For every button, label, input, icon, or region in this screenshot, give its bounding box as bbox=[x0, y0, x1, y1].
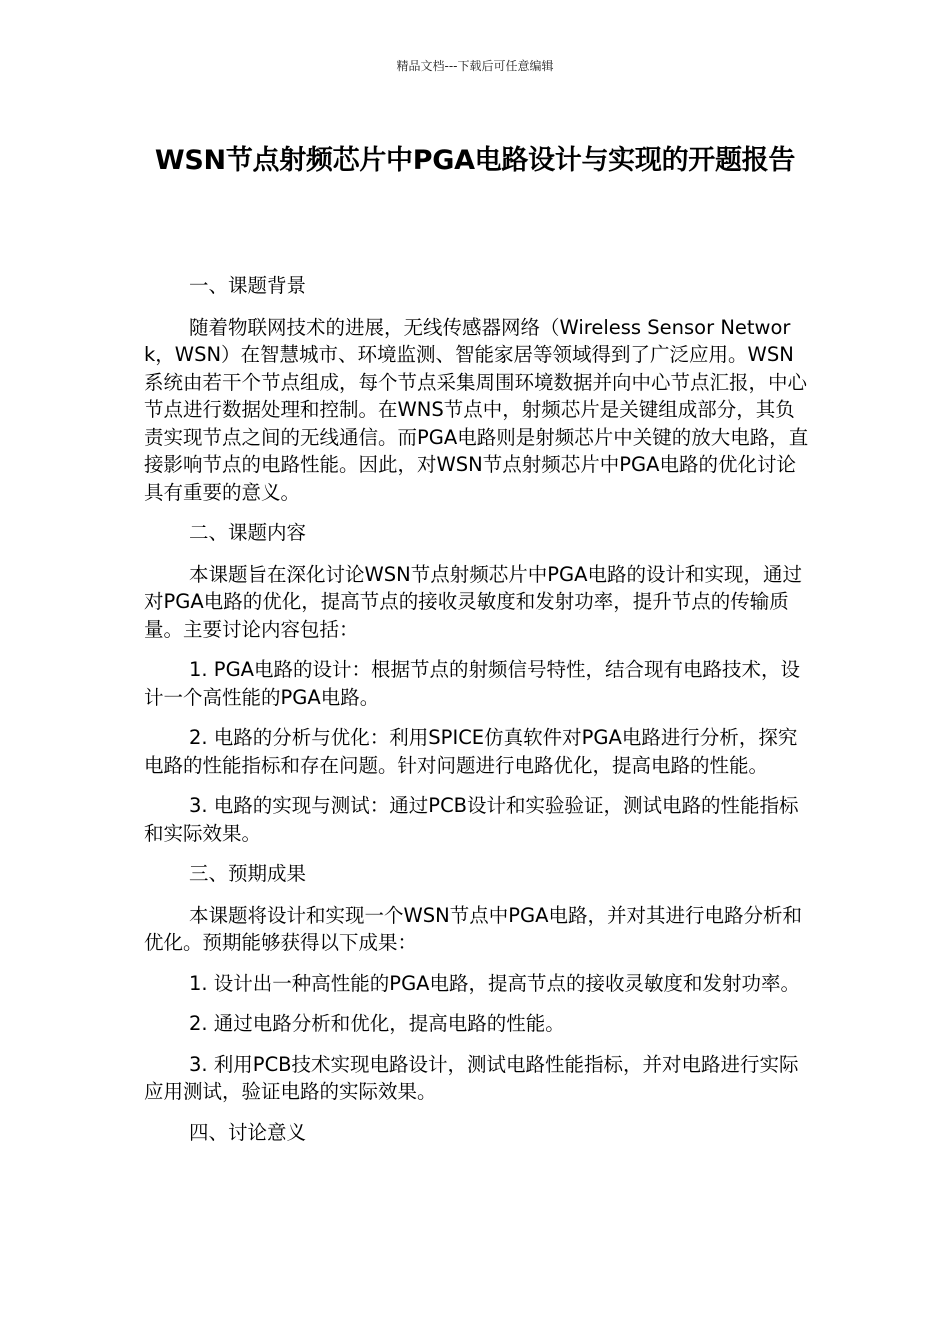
section-heading-results: 三、预期成果 bbox=[189, 862, 307, 885]
list-item-content-1: 1. PGA电路的设计：根据节点的射频信号特性，结合现有电路技术，设计一个高性能的PGA电路。 bbox=[144, 658, 801, 709]
section-heading-content: 二、课题内容 bbox=[189, 521, 307, 544]
header-note: 精品文档---下载后可任意编辑 bbox=[396, 59, 554, 73]
section-heading-background: 一、课题背景 bbox=[189, 274, 307, 297]
paragraph-background: 随着物联网技术的进展，无线传感器网络（Wireless Sensor Network，WSN）在智慧城市、环境监测、智能家居等领域得到了广泛应用。WSN系统由若干个节点组成，每个节点采集周围环境数据并向中心节点汇报，中心节点进行数据处理和控制。在WNS节点中，射频芯片是关键组成部分，其负责实现节点之间的无线通信。而PGA电路则是射频芯片中关键的放大电路，直接影响节点的电路性能。因此，对WSN节点射频芯片中PGA电路的优化讨论具有重要的意义。 bbox=[144, 315, 809, 504]
document-body bbox=[144, 272, 812, 1160]
paragraph-results-intro: 本课题将设计和实现一个WSN节点中PGA电路，并对其进行电路分析和优化。预期能够获得以下成果： bbox=[144, 903, 802, 954]
document-title: WSN节点射频芯片中PGA电路设计与实现的开题报告 bbox=[154, 145, 796, 176]
list-item-results-2: 2. 通过电路分析和优化，提高电路的性能。 bbox=[189, 1012, 565, 1035]
list-item-content-2: 2. 电路的分析与优化：利用SPICE仿真软件对PGA电路进行分析，探究电路的性能指标和存在问题。针对问题进行电路优化，提高电路的性能。 bbox=[144, 726, 798, 777]
section-heading-significance: 四、讨论意义 bbox=[189, 1120, 307, 1144]
list-item-results-3: 3. 利用PCB技术实现电路设计，测试电路性能指标，并对电路进行实际应用测试，验证电路的实际效果。 bbox=[144, 1052, 799, 1103]
paragraph-content-intro: 本课题旨在深化讨论WSN节点射频芯片中PGA电路的设计和实现，通过对PGA电路的优化，提高节点的接收灵敏度和发射功率，提升节点的传输质量。主要讨论内容包括： bbox=[144, 562, 802, 641]
list-item-content-3: 3. 电路的实现与测试：通过PCB设计和实验验证，测试电路的性能指标和实际效果。 bbox=[144, 794, 799, 845]
list-item-results-1: 1. 设计出一种高性能的PGA电路，提高节点的接收灵敏度和发射功率。 bbox=[189, 971, 801, 995]
